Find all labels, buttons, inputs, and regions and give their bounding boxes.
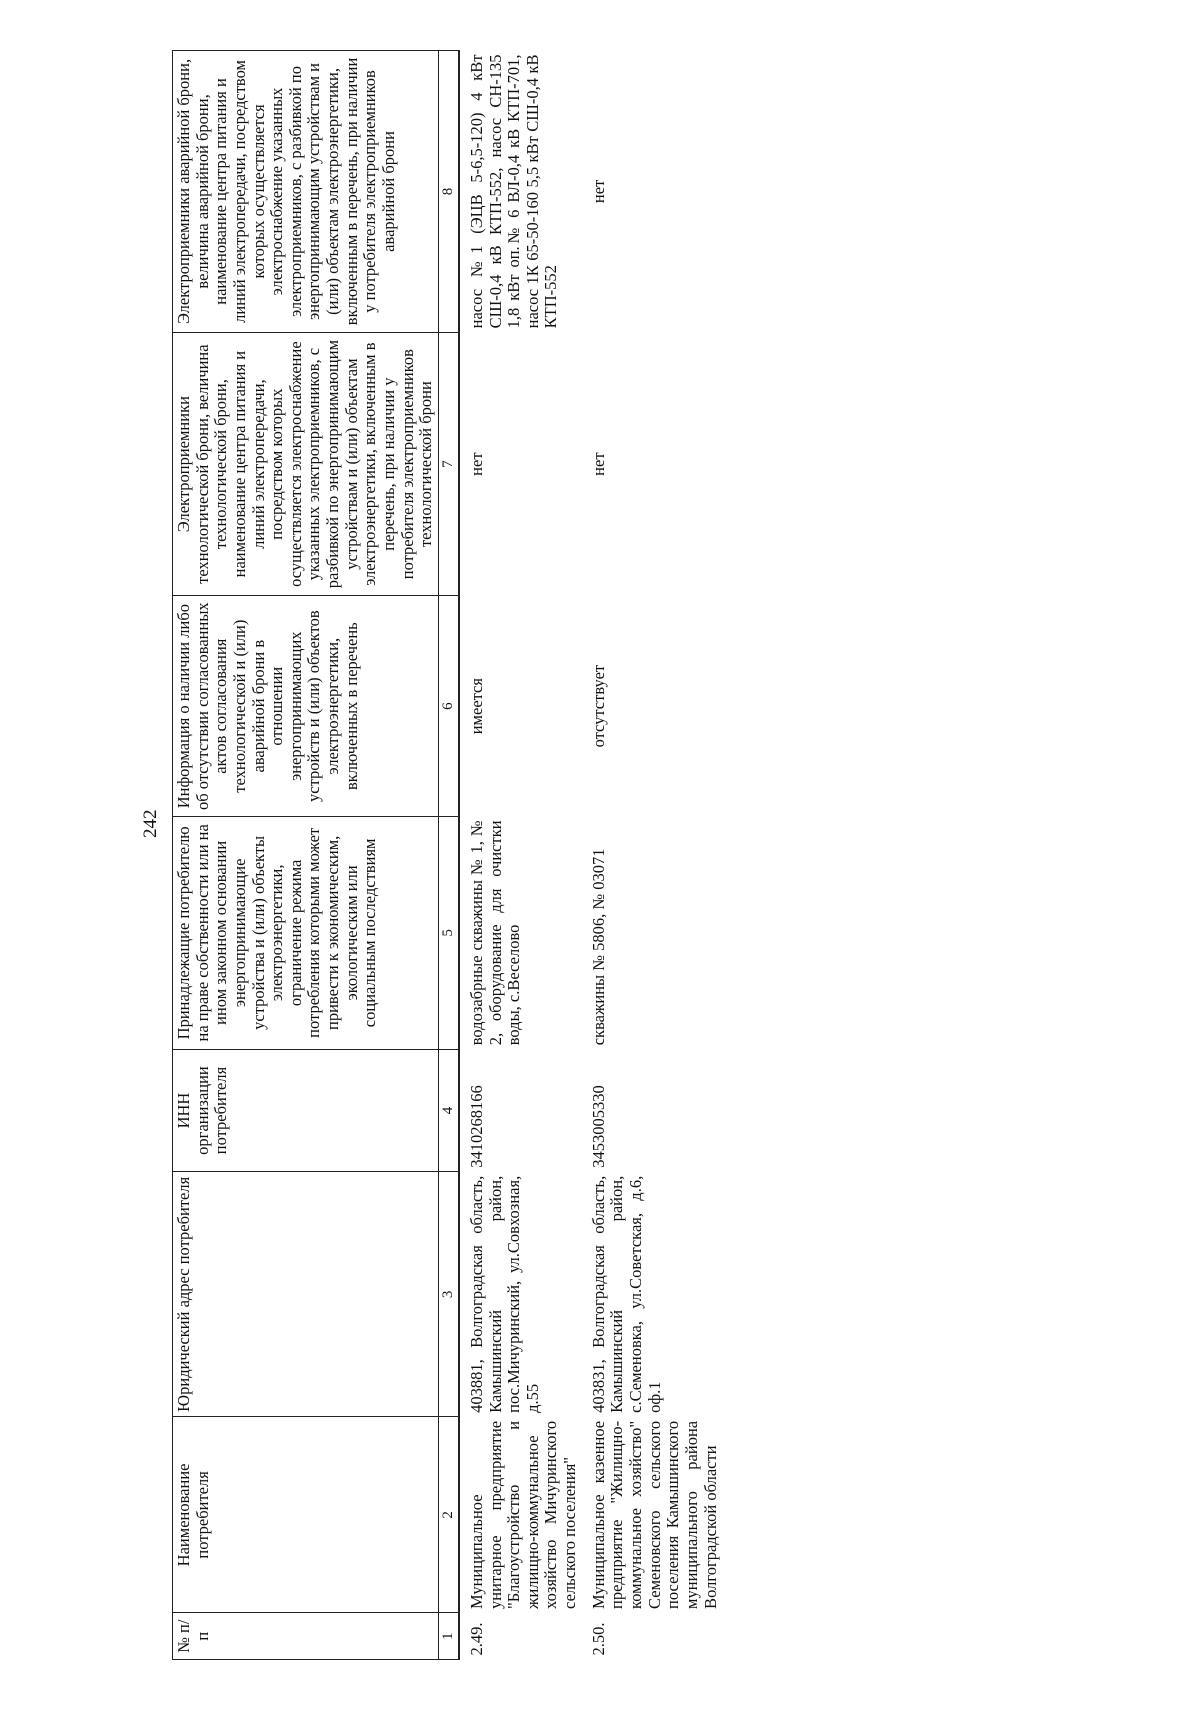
tech-reserve-value: нет — [588, 452, 608, 476]
row-number: 2.50. — [588, 1622, 608, 1656]
emergency-reserve-value: насос №1 (ЭЦВ 5-6,5-120) 4 кВт СШ-0,4 кВ КТП-552, насос СН-135 1,8 кВт оп.№ 6 ВЛ-0,4 кВ КТП-701, насос 1К 65-50-160 5,5 кВт СШ-0,4 кВ КТП-552 — [466, 54, 561, 329]
page-number: 242 — [140, 809, 161, 838]
consumer-name: Муниципальное унитарное предприятие "Благоустройство и жилищно-коммунальное хозяйство Мичуринского сельского поселения" — [466, 1420, 580, 1609]
table-row — [459, 51, 582, 1660]
column-number: 5 — [438, 816, 458, 1049]
inn-value: 3410268166 — [466, 1085, 486, 1168]
column-number: 3 — [438, 1172, 458, 1417]
column-number: 7 — [438, 332, 458, 595]
devices-value: водозабрные скважины № 1, № 2, оборудование для очистки воды, с.Веселово — [466, 820, 524, 1046]
tech-reserve-value: нет — [466, 452, 486, 476]
header-acts-info: Информация о наличии либо об отсутствии согласованных актов согласования технологической и (или) аварийной брони в отношении энергопринимающих устройств и (или) объектов электроэнергетики, включенных в перечень — [173, 596, 439, 817]
header-tech-reserve: Электроприемники технологической брони, величина технологической брони, наименование центра питания и линий электропередачи, посредством которых осуществляется электроснабжение указанных электроприемников, с разбивкой по энергопринимающим устройствам и (или) объектам электроэнергетики, включенным в перечень, при наличии у потребителя электроприемников технологической брони — [173, 332, 439, 595]
acts-value: имеется — [466, 678, 486, 735]
header-emergency-reserve: Электроприемники аварийной брони, величина аварийной брони, наименование центра питания и линий электропередачи, посредством которых осуществляется электроснабжение указанных электроприемников, с разбивкой по энергопринимающим устройствам и (или) объектам электроэнергетики, включенным в перечень, при наличии у потребителя электроприемников аварийной брони — [173, 51, 439, 333]
column-number: 6 — [438, 596, 458, 817]
rotated-table-wrapper — [172, 50, 877, 1660]
header-inn: ИНН организации потребителя — [173, 1049, 439, 1172]
header-consumer-name: Наименование потребителя — [173, 1417, 439, 1613]
row-number: 2.49. — [466, 1622, 486, 1656]
inn-value: 3453005330 — [588, 1085, 608, 1168]
acts-value: отсутствует — [588, 664, 608, 748]
header-row — [173, 51, 439, 1660]
table-row — [582, 51, 722, 1660]
column-number: 8 — [438, 51, 458, 333]
column-number: 4 — [438, 1049, 458, 1172]
header-legal-address: Юридический адрес потребителя — [173, 1172, 439, 1417]
legal-address: 403881, Волгоградская область, Камышинский район, пос.Мичуринский, ул.Совхозная, д.55 — [466, 1175, 542, 1413]
column-number: 2 — [438, 1417, 458, 1613]
devices-value: скважины № 5806, № 03071 — [588, 848, 608, 1046]
header-devices: Принадлежащие потребителю на праве собственности или на ином законном основании энергопринимающие устройства и (или) объекты электроэнергетики, ограничение режима потребления которыми может привести к экономическим, экологическим или социальным последствиям — [173, 816, 439, 1049]
consumer-name: Муниципальное казенное предприятие "Жилищно-коммунальное хозяйство" Семеновского сельского поселения Камышинского муниципального района Волгоградской области — [588, 1420, 720, 1609]
header-number: № п/п — [173, 1613, 439, 1660]
column-number: 1 — [438, 1613, 458, 1660]
emergency-reserve-value: нет — [588, 179, 608, 204]
consumer-table — [172, 50, 722, 1660]
column-number-row — [438, 51, 458, 1660]
legal-address: 403831, Волгоградская область, Камышинский район, с.Семеновка, ул.Советская, д.6, оф.1 — [588, 1175, 664, 1413]
